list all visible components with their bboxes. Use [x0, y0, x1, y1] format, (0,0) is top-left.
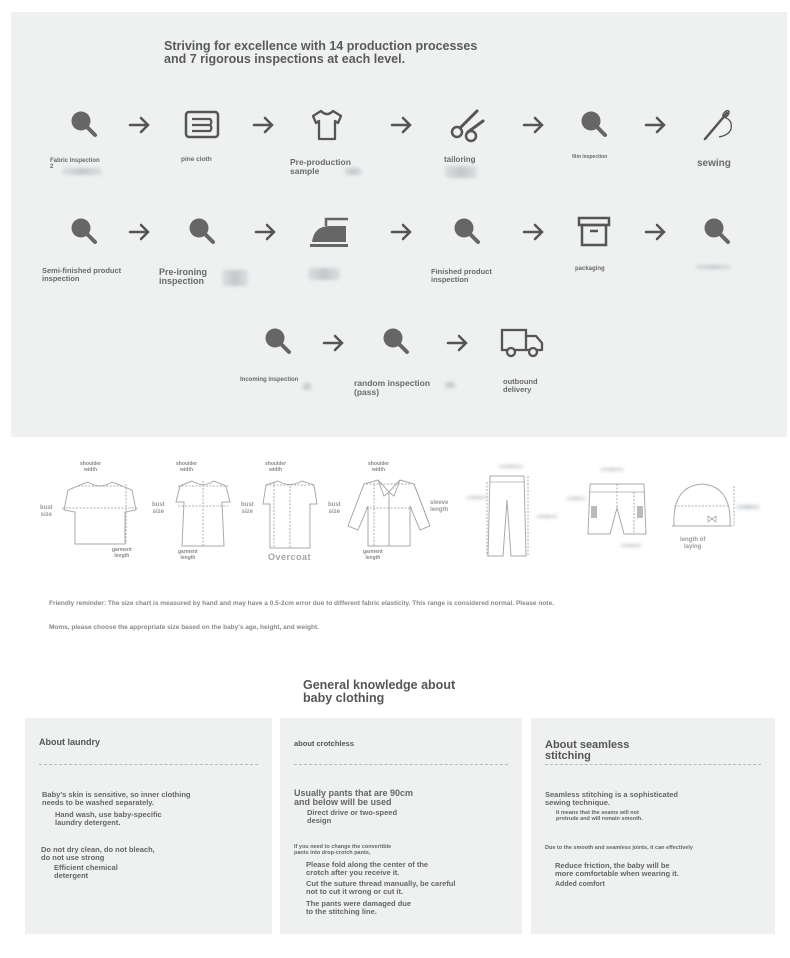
t-shirt-diagram	[60, 478, 140, 548]
arrow-right-icon	[254, 222, 278, 242]
jacket-diagram	[344, 476, 434, 550]
card-heading: About seamless stitching	[545, 739, 630, 762]
arrow-right-icon	[390, 222, 414, 242]
t-shirt-icon	[307, 105, 347, 145]
magnifier-icon	[574, 105, 614, 145]
arrow-right-icon	[644, 115, 668, 135]
magnifier-icon	[697, 212, 737, 252]
arrow-right-icon	[252, 115, 276, 135]
step-ironing	[300, 212, 360, 252]
card-line: Cut the suture thread manually, be careful not to cut it wrong or cut it.	[306, 879, 456, 897]
size-label-bust: bust size	[241, 502, 254, 515]
needle-thread-icon	[697, 105, 737, 145]
arrow-right-icon	[390, 115, 414, 135]
step-label-semi-finished-inspection: Semi-finished product inspection	[42, 266, 122, 283]
size-label-bust: bust size	[328, 502, 341, 515]
card-line: The pants were damaged due to the stitching line.	[306, 899, 412, 917]
arrow-right-icon	[644, 222, 668, 242]
knowledge-title: General knowledge about baby clothing	[303, 678, 456, 705]
blurred-text	[536, 515, 558, 518]
overcoat-diagram	[260, 478, 320, 552]
dress-diagram	[172, 478, 234, 550]
arrow-right-icon	[446, 333, 470, 353]
step-label-pre-ironing-inspection: Pre-ironing inspection	[159, 267, 208, 287]
magnifier-icon	[447, 212, 487, 252]
card-line: Do not dry clean, do not bleach, do not use strong	[41, 845, 155, 863]
step-tailoring	[437, 105, 497, 145]
overcoat-label: Overcoat	[268, 552, 312, 562]
card-line: Seamless stitching is a sophisticated sewing technique.	[545, 790, 678, 808]
step-final-inspection	[687, 212, 747, 252]
arrow-right-icon	[322, 333, 346, 353]
size-label-shoulder: shoulder width	[265, 461, 287, 473]
step-outbound-delivery	[492, 322, 552, 362]
step-label-pre-production-sample: Pre-production sample	[290, 157, 351, 176]
card-line: Usually pants that are 90cm and below will be used	[294, 788, 414, 808]
arrow-right-icon	[522, 115, 546, 135]
size-label-shoulder: shoulder width	[368, 461, 390, 473]
card-crotchless	[280, 718, 522, 934]
arrow-right-icon	[128, 115, 152, 135]
card-line: Please fold along the center of the crotch after you receive it.	[306, 860, 429, 878]
card-line: It means that the seams will not protrude and will remain smooth.	[556, 810, 643, 823]
card-line: Hand wash, use baby-specific laundry detergent.	[55, 810, 162, 828]
size-reminder-note: Friendly reminder: The size chart is measured by hand and may have a 0.5-2cm error due to different fabric elasticity. This range is considered normal. Please note.	[49, 600, 554, 607]
blurred-text	[302, 383, 312, 390]
size-label-length: garment length	[363, 549, 383, 561]
step-fabric-inspection	[54, 105, 114, 145]
magnifier-icon	[258, 322, 298, 362]
step-label-outbound-delivery: outbound delivery	[503, 377, 538, 394]
step-label-incoming-inspection: Incoming inspection	[240, 377, 299, 383]
blurred-text	[308, 268, 340, 280]
step-label-finished-inspection: Finished product inspection	[431, 267, 492, 284]
shorts-diagram	[584, 478, 650, 544]
step-label-packaging: packaging	[575, 266, 605, 272]
step-random-inspection	[366, 322, 426, 362]
card-line: Direct drive or two-speed design	[307, 808, 398, 826]
step-label-film-inspection: film inspection	[572, 154, 608, 160]
step-film-inspection	[564, 105, 624, 145]
step-incoming-inspection	[248, 322, 308, 362]
step-packaging	[564, 212, 624, 252]
card-seamless	[531, 718, 775, 934]
magnifier-icon	[182, 212, 222, 252]
blurred-text	[695, 265, 731, 269]
blurred-text	[600, 468, 624, 471]
card-heading: About laundry	[39, 737, 100, 747]
card-laundry	[25, 718, 272, 934]
card-line: If you need to change the convertible pants into drop-crotch pants,	[294, 844, 392, 857]
magnifier-icon	[64, 105, 104, 145]
size-label-sleeve: sleeve length	[430, 500, 449, 513]
blurred-text	[620, 544, 642, 547]
fabric-roll-icon	[182, 105, 222, 145]
process-title: Striving for excellence with 14 production processes and 7 rigorous inspections at each level.	[164, 39, 478, 66]
blurred-text	[444, 382, 456, 388]
iron-icon	[306, 212, 354, 252]
step-pre-production-sample	[297, 105, 357, 145]
size-choose-note: Moms, please choose the appropriate size based on the baby's age, height, and weight.	[49, 624, 319, 631]
card-divider	[39, 764, 258, 765]
magnifier-icon	[64, 212, 104, 252]
blurred-text	[62, 168, 102, 175]
arrow-right-icon	[128, 222, 152, 242]
size-label-length: garment length	[112, 547, 132, 559]
card-line: Reduce friction, the baby will be more comfortable when wearing it.	[555, 861, 679, 879]
step-label-fabric-inspection: Fabric Inspection 2	[50, 158, 100, 171]
size-label-bust: bust size	[152, 502, 165, 515]
card-heading: about crotchless	[294, 739, 355, 748]
step-pine-cloth	[172, 105, 232, 145]
card-line: Due to the smooth and seamless joints, it can effectively	[545, 845, 693, 851]
magnifier-icon	[376, 322, 416, 362]
step-semi-finished-inspection	[54, 212, 114, 252]
step-label-pine-cloth: pine cloth	[181, 156, 212, 163]
size-label-laying: length of laying	[680, 537, 706, 550]
size-label-shoulder: shoulder width	[176, 461, 198, 473]
step-label-sewing: sewing	[697, 158, 731, 169]
card-line: Efficient chemical detergent	[54, 863, 118, 881]
size-label-length: garment length	[178, 549, 198, 561]
arrow-right-icon	[522, 222, 546, 242]
card-divider	[545, 764, 761, 765]
step-label-tailoring: tailoring	[444, 155, 476, 164]
blurred-text	[222, 270, 248, 286]
pants-diagram	[484, 470, 530, 558]
blurred-text	[445, 166, 477, 178]
blurred-text	[344, 168, 362, 175]
size-label-shoulder: shoulder width	[80, 461, 102, 473]
card-line: Baby's skin is sensitive, so inner clothing needs to be washed separately.	[42, 790, 191, 808]
box-icon	[574, 212, 614, 252]
step-sewing	[687, 105, 747, 145]
card-divider	[294, 764, 508, 765]
blurred-text	[566, 497, 586, 500]
size-label-bust: bust size	[40, 505, 53, 518]
step-pre-ironing-inspection	[172, 212, 232, 252]
blurred-text	[736, 505, 760, 509]
card-line: Added comfort	[555, 881, 605, 888]
blurred-text	[466, 496, 488, 499]
hat-diagram	[668, 480, 736, 536]
blurred-text	[498, 465, 524, 468]
scissors-icon	[447, 105, 487, 145]
truck-icon	[498, 322, 546, 362]
step-finished-inspection	[437, 212, 497, 252]
step-label-random-inspection: random inspection (pass)	[354, 378, 431, 397]
